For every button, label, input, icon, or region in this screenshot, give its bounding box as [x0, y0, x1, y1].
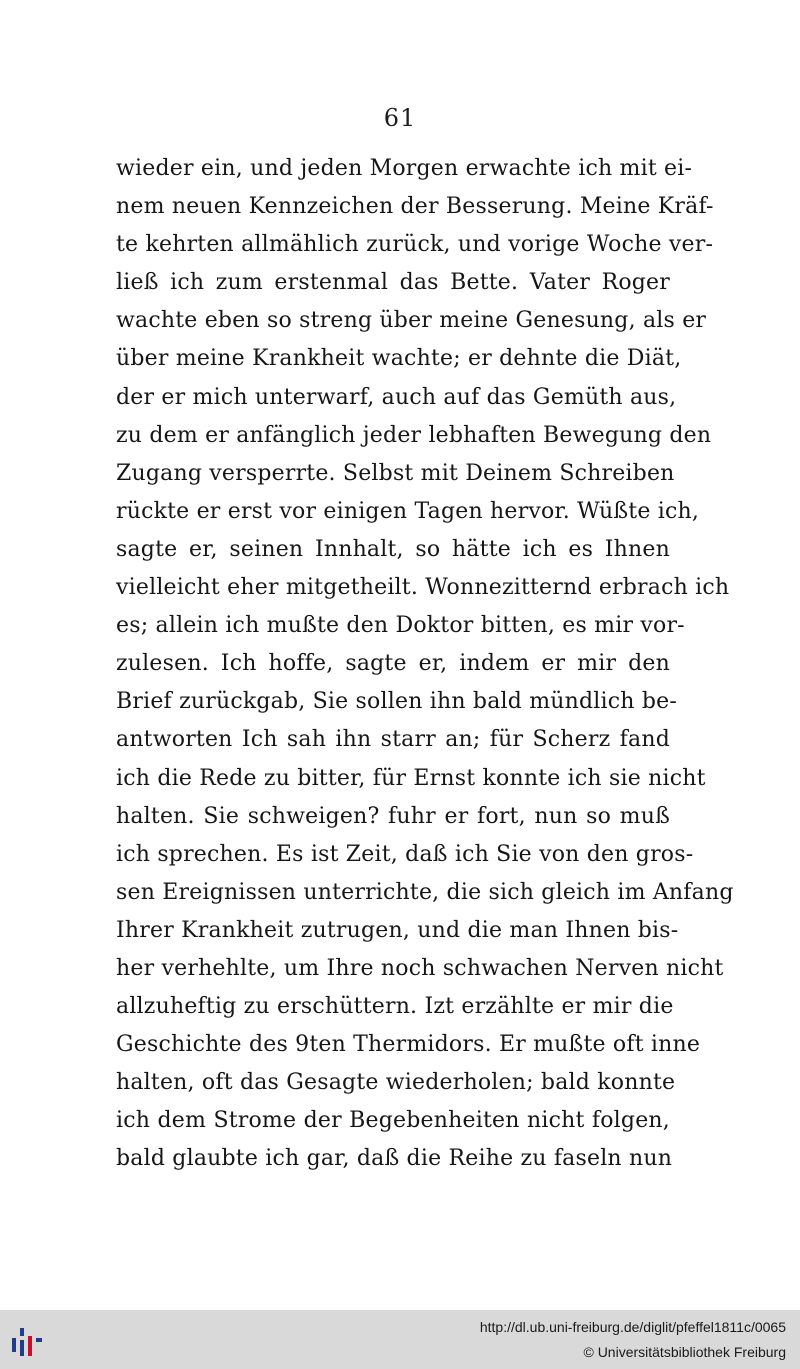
text-line: sen Ereignissen unterrichte, die sich gleich im Anfang — [116, 879, 734, 905]
text-line: wachte eben so streng über meine Genesung, als er — [116, 308, 707, 334]
text-line: über meine Krankheit wachte; er dehnte die Diät, — [116, 346, 682, 372]
text-line: Ihrer Krankheit zutrugen, und die man Ihnen bis- — [116, 917, 679, 943]
text-line: ich dem Strome der Begebenheiten nicht folgen, — [116, 1108, 670, 1134]
text-line: rückte er erst vor einigen Tagen hervor. Wüßte ich, — [116, 498, 700, 524]
text-line: Zugang versperrte. Selbst mit Deinem Schreiben — [116, 460, 675, 486]
text-line: nem neuen Kennzeichen der Besserung. Meine Kräf- — [116, 194, 714, 220]
text-line: ließ ich zum erstenmal das Bette. Vater Roger — [116, 270, 670, 296]
text-line: es; allein ich mußte den Doktor bitten, es mir vor- — [116, 613, 685, 639]
text-line: sagte er, seinen Innhalt, so hätte ich es Ihnen — [116, 536, 670, 562]
text-line: halten, oft das Gesagte wiederholen; bald konnte — [116, 1070, 676, 1096]
text-line: vielleicht eher mitgetheilt. Wonnezitternd erbrach ich — [116, 575, 730, 601]
text-line: te kehrten allmählich zurück, und vorige Woche ver- — [116, 232, 714, 258]
page-number: 61 — [383, 104, 417, 132]
text-line: bald glaubte ich gar, daß die Reihe zu faseln nun — [116, 1146, 673, 1172]
footer-bar — [0, 1310, 800, 1369]
text-line: halten. Sie schweigen? fuhr er fort, nun so muß — [116, 803, 670, 829]
text-line: her verhehlte, um Ihre noch schwachen Nerven nicht — [116, 955, 724, 981]
text-line: zu dem er anfänglich jeder lebhaften Bewegung den — [116, 422, 712, 448]
text-line: Brief zurückgab, Sie sollen ihn bald mündlich be- — [116, 689, 678, 715]
copyright-text: © Universitätsbibliothek Freiburg — [583, 1344, 786, 1360]
text-line: ich die Rede zu bitter, für Ernst konnte ich sie nicht — [116, 765, 706, 791]
text-line: wieder ein, und jeden Morgen erwachte ich mit ei- — [116, 156, 693, 181]
text-line: Geschichte des 9ten Thermidors. Er mußte oft inne — [116, 1032, 701, 1058]
text-line: antworten Ich sah ihn starr an; für Scherz fand — [116, 727, 670, 753]
body-text — [116, 150, 734, 1179]
source-url-link[interactable]: http://dl.ub.uni-freiburg.de/diglit/pfeffel1811c/0065 — [479, 1319, 786, 1335]
text-line: ich sprechen. Es ist Zeit, daß ich Sie von den gros- — [116, 841, 694, 867]
text-line: zulesen. Ich hoffe, sagte er, indem er mir den — [116, 651, 670, 677]
text-line: der er mich unterwarf, auch auf das Gemüth aus, — [116, 384, 677, 410]
text-line: allzuheftig zu erschüttern. Izt erzählte er mir die — [116, 994, 674, 1020]
library-logo-icon[interactable] — [10, 1322, 50, 1362]
